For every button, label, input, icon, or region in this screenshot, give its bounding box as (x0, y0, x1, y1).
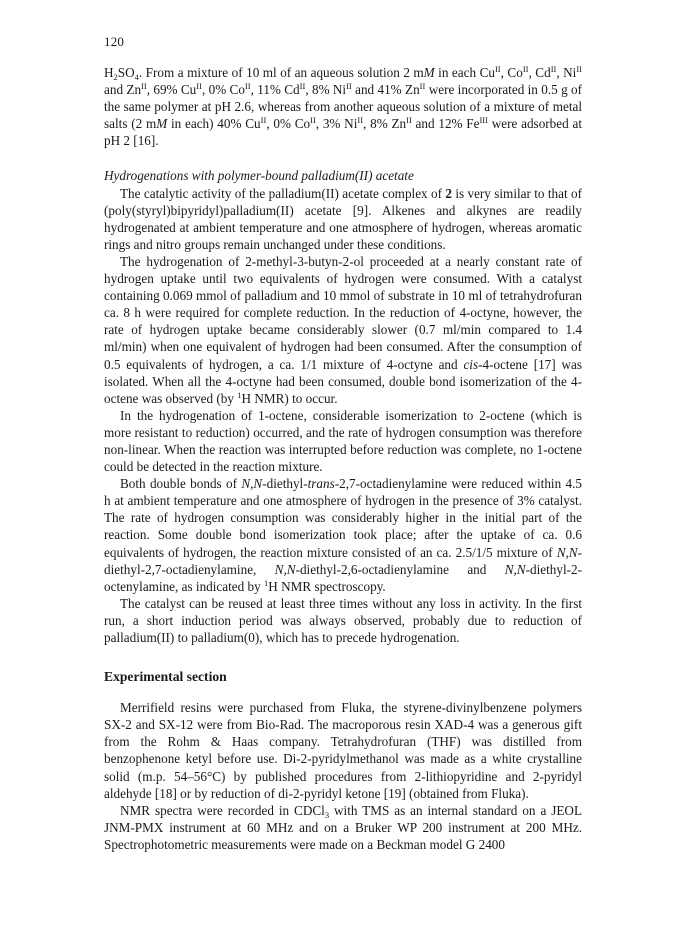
body-text (104, 64, 582, 853)
paragraph-reuse: The catalyst can be reused at least three times without any loss in activity. In the first run, a short induction period was always observed, probably due to reduction of palladium(II) to palladium(0), which has to precede hydrogenation. (104, 595, 582, 645)
paragraph-metal-adsorption: $H_2SO_4$. From a mixture of 10 ml of an aqueous solution 2 mM in each $Cu^{II}$, $Co^{II}$, $Cd^{II}$, $Ni^{II}$ and $Zn^{II}$, 69% $Cu^{II}$, 0% $Co^{II}$, 11% $Cd^{II}$, 8% $Ni^{II}$ and 41% $Zn^{II}$ were incorporated in 0.5 g of the same polymer at pH 2.6, whereas from another aqueous solution of a mixture of metal salts (2 mM in each) 40% $Cu^{II}$, 0% $Co^{II}$, 3% $Ni^{II}$, 8% $Zn^{II}$ and 12% $Fe^{III}$ were adsorbed at pH 2 [16]. (104, 64, 583, 149)
paragraph-methylbutynol: The hydrogenation of 2-methyl-3-butyn-2-ol proceeded at a nearly constant rate of hydrogen uptake until two equivalents of hydrogen were consumed. With a catalyst containing 0.069 mmol of palladium and 10 mmol of substrate in 10 ml of tetrahydrofuran ca. 8 h were required for complete reduction. In the reduction of 4-octyne, however, the rate of hydrogen uptake became considerably slower (0.7 ml/min compared to 1.4 ml/min) when one equivalent of hydrogen had been consumed. After the consumption of 0.5 equivalents of hydrogen, a ca. 1/1 mixture of 4-octyne and cis-4-octene [17] was isolated. When all the 4-octyne had been consumed, double bond isomerization of the 4-octene was observed (by $^1$H NMR) to occur. (104, 253, 582, 406)
section-heading-experimental: Experimental section (104, 669, 227, 685)
paragraph-octadienylamine: Both double bonds of N,N-diethyl-trans-2,7-octadienylamine were reduced within 4.5 h at ambient temperature and one atmosphere of hydrogen in the presence of 3% catalyst. The rate of hydrogen consumption was considerably higher in the initial part of the reaction. Some double bond isomerization took place; after the uptake of ca. 0.6 equivalents of hydrogen, the reaction mixture consisted of an ca. 2.5/1/5 mixture of N,N-diethyl-2,7-octadienylamine, N,N-diethyl-2,6-octadienylamine and N,N-diethyl-2-octenylamine, as indicated by $^1$H NMR spectroscopy. (104, 476, 582, 594)
paragraph-catalytic-activity: The catalytic activity of the palladium(II) acetate complex of 2 is very similar to that of (poly(styryl)bipyridyl)palladium(II) acetate [9]. Alkenes and alkynes are readily hydrogenated at ambient temperature and one atmosphere of hydrogen, whereas aromatic rings and nitro groups remain unchanged under these conditions. (104, 185, 582, 252)
paragraph-materials: Merrifield resins were purchased from Fluka, the styrene-divinylbenzene polymers SX-2 and SX-12 were from Bio-Rad. The macroporous resin XAD-4 was a generous gift from the Rohm & Haas company. Tetrahydrofuran (THF) was distilled from benzophenone ketyl before use. Di-2-pyridylmethanol was made as a white crystalline solid (m.p. 54–56°C) by published procedures from 2-lithiopyridine and 2-pyridyl aldehyde [18] or by reduction of di-2-pyridyl ketone [19] (obtained from Fluka). (104, 700, 582, 801)
paragraph-nmr-spectra: NMR spectra were recorded in CDCl$_3$ with TMS as an internal standard on a JEOL JNM-PMX instrument at 60 MHz and on a Bruker WP 200 instrument at 200 MHz. Spectrophotometric measurements were made on a Beckman model G 2400 (104, 802, 583, 852)
subheading-hydrogenations: Hydrogenations with polymer-bound palladium(II) acetate (104, 168, 414, 184)
paragraph-octene: In the hydrogenation of 1-octene, considerable isomerization to 2-octene (which is more resistant to reduction) occurred, and the rate of hydrogen consumption was therefore non-linear. When the reaction was interrupted before reduction was complete, no 1-octene could be detected in the reaction mixture. (104, 407, 582, 475)
page-number: 120 (104, 34, 125, 49)
